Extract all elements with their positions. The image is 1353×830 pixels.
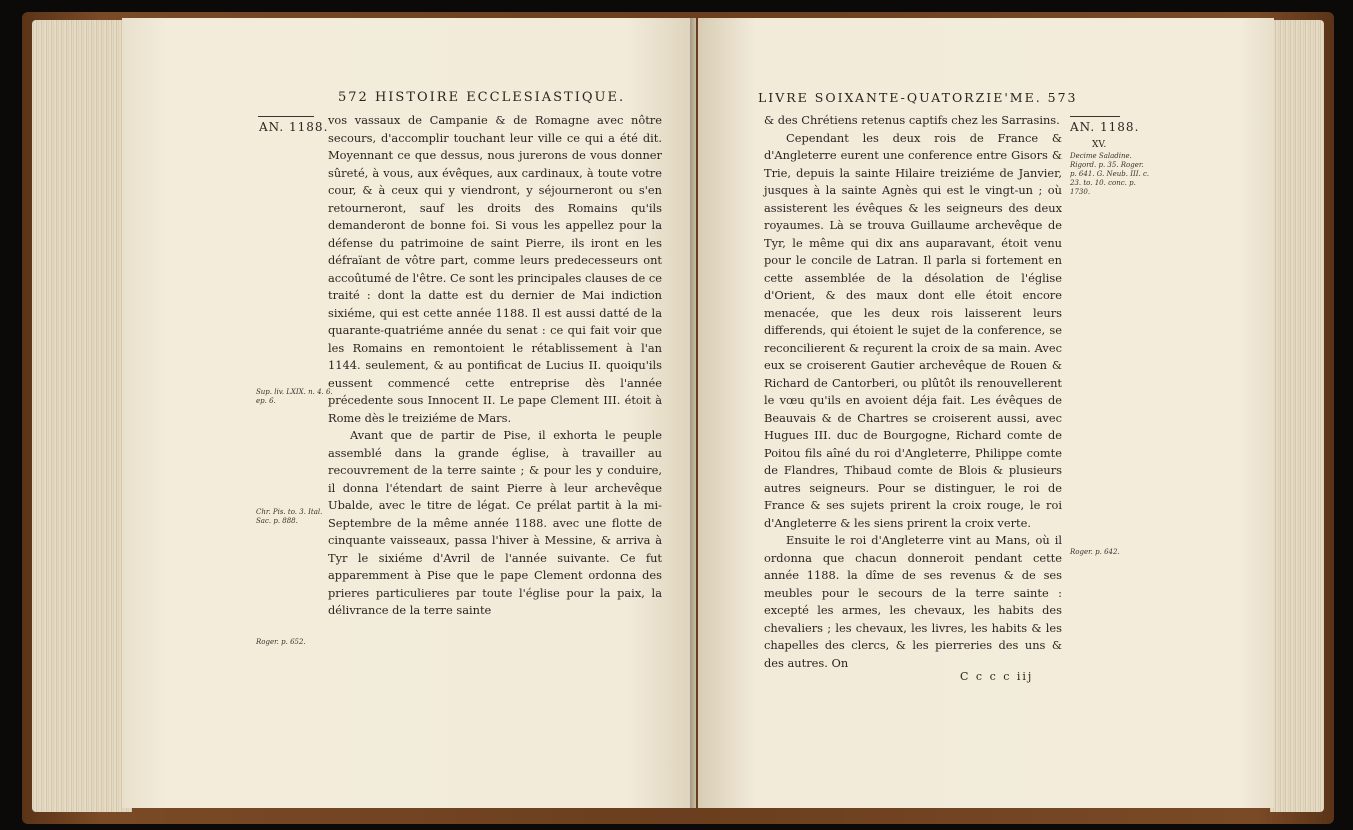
margin-note: Sup. liv. LXIX. n. 4. 6. ep. 6. [256,388,333,405]
left-year-label: AN. 1188. [259,120,329,134]
margin-note: Roger. p. 652. [256,638,306,646]
left-body-text [328,112,662,620]
paragraph: Cependant les deux rois de France & d'Angleterre eurent une conference entre Gisors & Trie, depuis la sainte Hilaire treiziéme de Janvier, jusques à la sainte Agnès qui est le vingt-un ; où assisterent les évêques & les seigneurs des deux royaumes. Là se trouva Guillaume archevêque de Tyr, le même qui dix ans auparavant, étoit venu pour le concile de Latran. Il parla si fortement en cette assemblée de la désolation de l'église d'Orient, & des maux dont elle étoit encore menacée, que les deux rois laisserent leurs differends, qui étoient le sujet de la conference, se reconcilierent & reçurent la croix de sa main. Avec eux se croiserent Gautier archevêque de Rouen & Richard de Cantorberi, ou plûtôt ils renouvellerent le vœu qu'ils en avoient déja fait. Les évêques de Beauvais & de Chartres se croiserent aussi, avec Hugues III. duc de Bourgogne, Richard comte de Poitou fils aîné du roi d'Angleterre, Philippe comte de Flandres, Thibaud comte de Blois & plusieurs autres seigneurs. Pour se distinguer, le roi de France & ses sujets prirent la croix rouge, le roi d'Angleterre & les siens prirent la croix verte. [764,130,1062,530]
paragraph: & des Chrétiens retenus captifs chez les Sarrasins. [764,113,1060,127]
right-running-head: LIVRE SOIXANTE-QUATORZIE'ME. 573 [758,90,1078,105]
right-year-label: AN. 1188. [1070,120,1140,134]
left-running-head: 572 HISTOIRE ECCLESIASTIQUE. [338,90,626,105]
paragraph: Ensuite le roi d'Angleterre vint au Mans, où il ordonna que chacun donneroit pendant cette année 1188. la dîme de ses revenus & de ses meubles pour le secours de la terre sainte : excepté les armes, les chevaux, les habits des chevaliers ; les chevaux, les livres, les habits & les chapelles des clercs, & les pierreries des uns & des autres. On [764,533,1062,670]
margin-note: Chr. Pis. to. 3. Ital. Sac. p. 888. [256,508,323,525]
paragraph: Avant que de partir de Pise, il exhorta le peuple assemblé dans la grande église, à travailler au recouvrement de la terre sainte ; & pour les y conduire, il donna l'étendart de saint Pierre à leur archevêque Ubalde, avec le titre de légat. Ce prélat partit à la mi-Septembre de la même année 1188. avec une flotte de cinquante vaisseaux, passa l'hiver à Messine, & arriva à Tyr le sixiéme d'Avril de l'année suivante. Ce fut apparemment à Pise que le pape Clement ordonna des prieres particulieres par toute l'église pour la paix, la délivrance de la terre sainte [328,428,662,617]
year-rule [258,116,314,117]
left-page-edges [32,20,132,812]
year-rule [1070,116,1120,117]
margin-note: Decime Saladine. Rigord. p. 35. Roger. p. 641. G. Neub. III. c. 23. to. 10. conc. p. 1730. [1070,152,1150,196]
signature-mark: C c c c iij [960,670,1034,683]
margin-note: Roger. p. 642. [1070,548,1120,556]
right-page [698,18,1274,808]
right-page-edges [1270,20,1324,812]
left-page [122,18,696,808]
right-body-text [764,112,1062,672]
section-number: XV. [1092,140,1107,150]
paragraph: vos vassaux de Campanie & de Romagne avec nôtre secours, d'accomplir touchant leur ville ce qui a été dit. Moyennant ce que dessus, nous jurerons de vous donner sûreté, à vous, aux évêques, aux cardinaux, à toute votre cour, & à ceux qui y viendront, y séjourneront ou s'en retourneront, sauf les droits des Romains qu'ils demanderont de bonne foi. Si vous les appellez pour la défense du patrimoine de saint Pierre, ils iront en les défraïant de vôtre part, comme leurs predecesseurs ont accoûtumé de l'être. Ce sont les principales clauses de ce traité : dont la datte est du dernier de Mai indiction sixiéme, qui est cette année 1188. Il est aussi datté de la quarante-quatriéme année du senat : ce qui fait voir que les Romains en remontoient le rétablissement à l'an 1144. seulement, & au pontificat de Lucius II. quoiqu'ils eussent commencé cette entreprise dès l'année précedente sous Innocent II. Le pape Clement III. étoit à Rome dès le treiziéme de Mars. [328,113,662,425]
